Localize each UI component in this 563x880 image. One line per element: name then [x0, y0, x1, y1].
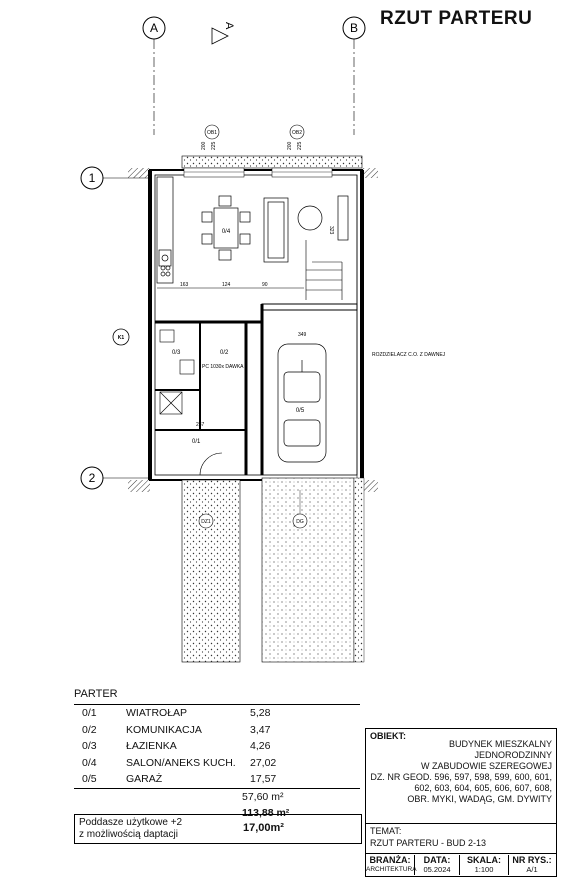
obiekt-label: OBIEKT: — [370, 731, 406, 741]
svg-text:200: 200 — [287, 141, 293, 150]
axis-b — [343, 17, 365, 135]
svg-text:K1: K1 — [117, 335, 125, 341]
schedule-total: 113,88 m² — [242, 806, 290, 819]
neighbor-wall-left — [128, 168, 150, 178]
garage-car — [278, 344, 326, 462]
attic-value: 17,00m² — [243, 822, 284, 834]
svg-text:OB1: OB1 — [206, 130, 218, 136]
room-tag-03: 0/3 — [172, 350, 181, 356]
schedule-subtotal: 57,60 m² — [242, 790, 284, 803]
svg-text:323: 323 — [328, 226, 334, 235]
window-ob2 — [287, 125, 304, 150]
obiekt-text: BUDYNEK MIESZKALNY JEDNORODZINNY W ZABUDOWIE SZEREGOWEJ DZ. NR GEOD. 596, 597, 598, 599, 600, 601, 602, 603, 604, 605, 606, 607, 608, OBR. MYKI, WADĄG, GM. DYWITY — [370, 739, 552, 804]
note-rozdzielacz: ROZDZIELACZ C.O. Z DAWNEJ — [372, 352, 446, 358]
neighbor-wall-bottom-left — [128, 480, 150, 492]
axis-b-label: B — [349, 21, 359, 35]
outer-walls — [150, 170, 362, 480]
section-mark-top — [212, 22, 235, 44]
attic-label-2: z możliwością daptacji — [79, 829, 178, 840]
svg-text:200: 200 — [201, 141, 207, 150]
nr-rys-cell: NR RYS.: A/1 — [512, 855, 552, 874]
svg-text:124: 124 — [222, 282, 231, 288]
note-pc: PC 1030x DAWKA — [202, 364, 244, 370]
schedule-heading: PARTER — [74, 688, 118, 700]
stairs — [306, 240, 342, 300]
title-block — [365, 728, 557, 877]
svg-text:OB2: OB2 — [291, 130, 303, 136]
interior-walls — [155, 304, 357, 475]
axis-a — [143, 17, 165, 135]
dim-line-mid — [157, 282, 304, 288]
data-cell: DATA: 05.2024 — [415, 855, 460, 875]
marker-k1 — [113, 329, 129, 345]
schedule-row: 0/1 WIATROŁAP 5,28 — [82, 707, 271, 720]
axis-2-label: 2 — [88, 471, 96, 485]
driveway — [262, 478, 354, 662]
schedule-row: 0/2 KOMUNIKACJA 3,47 — [82, 723, 271, 736]
neighbor-wall-bottom-right — [362, 480, 378, 492]
entrance-path — [182, 480, 240, 662]
room-tag-02: 0/2 — [220, 350, 229, 356]
room-tag-01: 0/1 — [192, 439, 201, 445]
marker-dg — [293, 514, 307, 528]
driveway-edge — [354, 478, 364, 662]
kitchen-counter — [157, 177, 173, 283]
temat-value: RZUT PARTERU - BUD 2-13 — [370, 838, 487, 848]
drawing-title: RZUT PARTERU — [380, 8, 533, 29]
svg-text:225: 225 — [211, 141, 217, 150]
marker-dz1 — [199, 514, 213, 528]
window-2 — [272, 168, 332, 177]
svg-text:225: 225 — [297, 141, 303, 150]
svg-text:DG: DG — [296, 519, 304, 525]
dining-table — [202, 196, 250, 260]
svg-text:287: 287 — [196, 422, 205, 428]
attic-label-1: Poddasze użytkowe +2 — [79, 817, 183, 828]
schedule-row: 0/5 GARAŻ 17,57 — [82, 773, 277, 786]
top-gravel-strip — [182, 156, 362, 168]
window-ob1 — [201, 125, 219, 150]
bathroom-fixtures — [160, 330, 194, 414]
schedule-row: 0/3 ŁAZIENKA 4,26 — [82, 740, 271, 753]
neighbor-wall-right — [362, 168, 378, 178]
attic-area-box — [74, 814, 362, 844]
skala-cell: SKALA: 1:100 — [460, 855, 509, 875]
svg-text:349: 349 — [298, 332, 307, 338]
svg-text:DZ1: DZ1 — [201, 519, 211, 525]
axis-1-label: 1 — [88, 171, 96, 185]
schedule-row: 0/4 SALON/ANEKS KUCH. 27,02 — [82, 756, 277, 769]
svg-text:A: A — [223, 22, 235, 30]
branza-cell: BRANŻA: ARCHITEKTURA — [366, 855, 417, 873]
room-tag-05: 0/5 — [295, 408, 305, 414]
room-schedule — [74, 688, 360, 821]
entrance-door-swing — [200, 453, 222, 475]
svg-text:90: 90 — [262, 282, 268, 288]
svg-text:163: 163 — [180, 282, 189, 288]
axis-a-label: A — [149, 21, 159, 35]
temat-label: TEMAT: — [370, 826, 402, 836]
room-tag-04: 0/4 — [221, 229, 231, 235]
window-1 — [184, 168, 244, 177]
